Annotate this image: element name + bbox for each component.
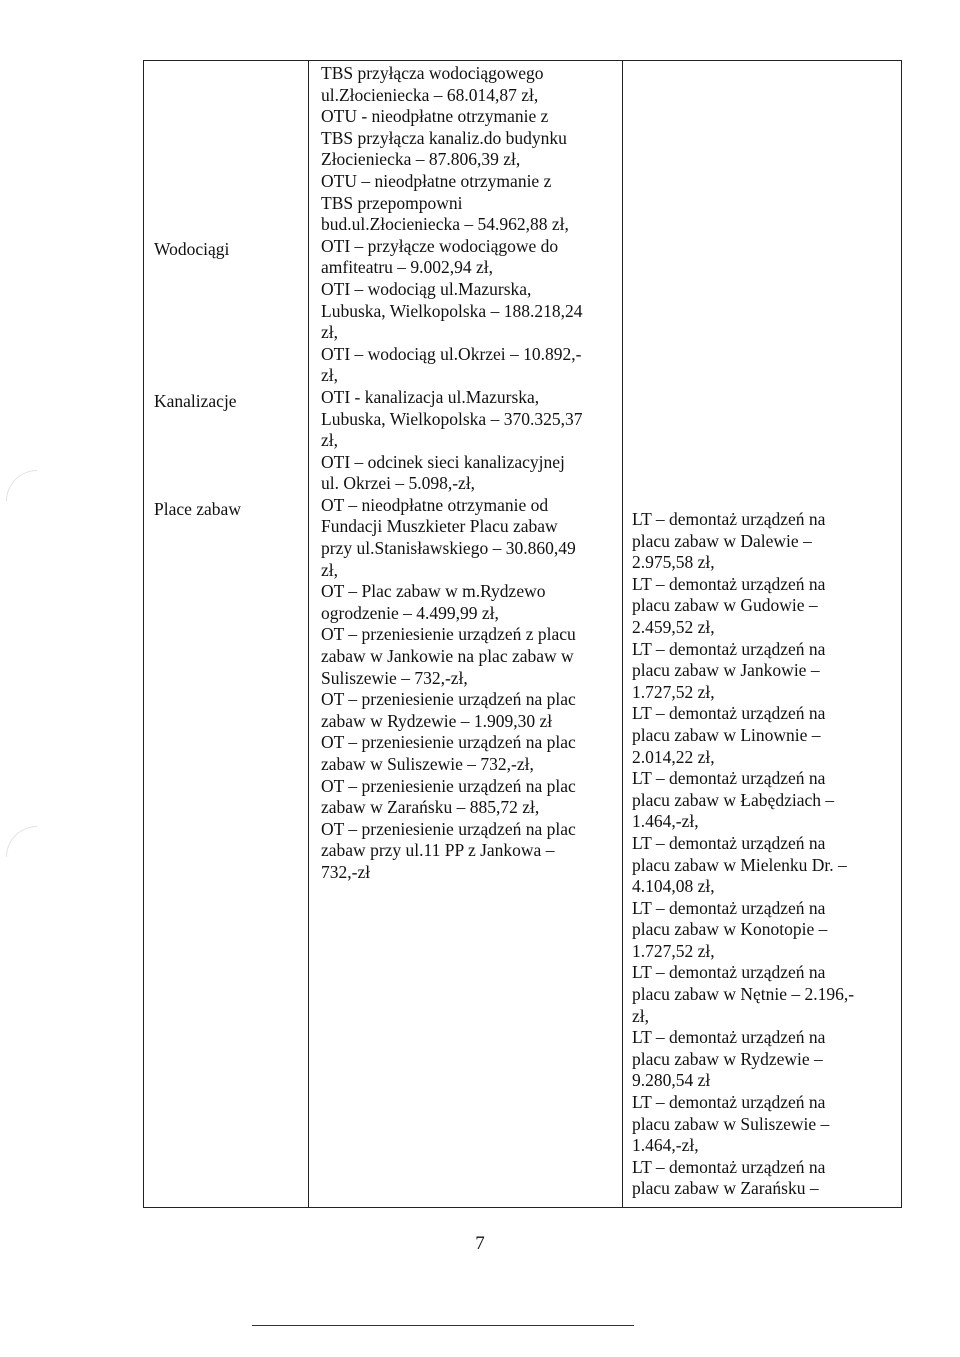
category-sewage: Kanalizacje bbox=[154, 391, 237, 411]
text-line: zł, bbox=[632, 1005, 650, 1026]
text-line: zł, bbox=[321, 430, 339, 451]
text-line: LT – demontaż urządzeń na bbox=[632, 962, 826, 983]
text-line: placu zabaw w Suliszewie – bbox=[632, 1113, 830, 1134]
category-water: Wodociągi bbox=[154, 239, 230, 259]
text-line: placu zabaw w Konotopie – bbox=[632, 919, 828, 940]
text-line: TBS przyłącza kanaliz.do budynku bbox=[321, 127, 567, 148]
text-line: Suliszewie – 732,-zł, bbox=[321, 667, 468, 688]
category-playgrounds: Place zabaw bbox=[154, 499, 241, 519]
page-number: 7 bbox=[475, 1233, 485, 1254]
text-line: zabaw w Zarańsku – 885,72 zł, bbox=[321, 797, 540, 818]
text-line: OT – Plac zabaw w m.Rydzewo bbox=[321, 581, 546, 602]
text-line: Lubuska, Wielkopolska – 370.325,37 bbox=[321, 408, 583, 429]
text-line: TBS przyłącza wodociągowego bbox=[321, 63, 544, 83]
text-line: OT – przeniesienie urządzeń na plac bbox=[321, 818, 576, 839]
text-line: placu zabaw w Nętnie – 2.196,- bbox=[632, 984, 855, 1005]
text-line: OT – przeniesienie urządzeń na plac bbox=[321, 689, 576, 710]
text-line: 1.464,-zł, bbox=[632, 811, 699, 832]
text-line: OTI – odcinek sieci kanalizacyjnej bbox=[321, 451, 565, 472]
text-line: placu zabaw w Zarańsku – bbox=[632, 1178, 819, 1199]
text-line: OT – przeniesienie urządzeń na plac bbox=[321, 775, 576, 796]
text-line: placu zabaw w Linownie – bbox=[632, 724, 821, 745]
text-line: Fundacji Muszkieter Placu zabaw bbox=[321, 516, 558, 537]
text-line: zł, bbox=[321, 365, 339, 386]
scan-artifact bbox=[6, 470, 37, 501]
text-line: Lubuska, Wielkopolska – 188.218,24 bbox=[321, 300, 583, 321]
footer-rule bbox=[252, 1325, 634, 1326]
text-line: 4.104,08 zł, bbox=[632, 876, 715, 897]
text-line: OTI – wodociąg ul.Okrzei – 10.892,- bbox=[321, 343, 582, 364]
text-line: zabaw w Jankowie na plac zabaw w bbox=[321, 646, 574, 667]
text-line: Złocieniecka – 87.806,39 zł, bbox=[321, 149, 521, 170]
text-line: zabaw w Suliszewie – 732,-zł, bbox=[321, 754, 534, 774]
text-line: OTI – wodociąg ul.Mazurska, bbox=[321, 278, 532, 299]
text-line: LT – demontaż urządzeń na bbox=[632, 832, 826, 853]
text-line: LT – demontaż urządzeń na bbox=[632, 573, 826, 594]
text-line: amfiteatru – 9.002,94 zł, bbox=[321, 257, 494, 278]
text-line: LT – demontaż urządzeń na bbox=[632, 1156, 826, 1177]
text-line: placu zabaw w Gudowie – bbox=[632, 595, 818, 616]
text-line: OTI – przyłącze wodociągowe do bbox=[321, 235, 559, 256]
text-line: OT – przeniesienie urządzeń na plac bbox=[321, 732, 576, 753]
text-line: zabaw w Rydzewie – 1.909,30 zł bbox=[321, 710, 553, 731]
text-line: OT – przeniesienie urządzeń z placu bbox=[321, 624, 576, 645]
text-line: 1.727,52 zł, bbox=[632, 681, 715, 702]
text-line: 1.464,-zł, bbox=[632, 1135, 699, 1156]
text-line: placu zabaw w Dalewie – bbox=[632, 530, 812, 551]
text-line: OT – nieodpłatne otrzymanie od bbox=[321, 494, 549, 515]
text-line: ul.Złocieniecka – 68.014,87 zł, bbox=[321, 84, 539, 105]
text-line: 2.975,58 zł, bbox=[632, 552, 715, 573]
text-line: LT – demontaż urządzeń na bbox=[632, 1027, 826, 1048]
text-line: 2.014,22 zł, bbox=[632, 746, 715, 767]
text-line: 1.727,52 zł, bbox=[632, 940, 715, 961]
text-line: zabaw przy ul.11 PP z Jankowa – bbox=[321, 840, 555, 861]
text-line: TBS przepompowni bbox=[321, 192, 463, 213]
column-divider bbox=[308, 61, 309, 1207]
text-line: placu zabaw w Rydzewie – bbox=[632, 1048, 823, 1069]
text-line: zł, bbox=[321, 322, 339, 343]
text-line: placu zabaw w Łabędziach – bbox=[632, 789, 835, 810]
text-line: 2.459,52 zł, bbox=[632, 616, 715, 637]
text-line: zł, bbox=[321, 559, 339, 580]
text-line: LT – demontaż urządzeń na bbox=[632, 703, 826, 724]
text-line: ul. Okrzei – 5.098,-zł, bbox=[321, 473, 476, 494]
column-divider bbox=[622, 61, 623, 1207]
scan-artifact bbox=[6, 826, 37, 857]
text-line: bud.ul.Złocieniecka – 54.962,88 zł, bbox=[321, 214, 569, 235]
text-line: LT – demontaż urządzeń na bbox=[632, 897, 826, 918]
text-line: 732,-zł bbox=[321, 861, 371, 882]
text-line: OTU – nieodpłatne otrzymanie z bbox=[321, 170, 552, 191]
text-line: OTU - nieodpłatne otrzymanie z bbox=[321, 106, 549, 127]
text-line: placu zabaw w Jankowie – bbox=[632, 660, 820, 681]
text-line: przy ul.Stanisławskiego – 30.860,49 bbox=[321, 538, 576, 559]
liquidations-column bbox=[632, 509, 902, 1200]
text-line: 9.280,54 zł bbox=[632, 1070, 711, 1091]
asset-table bbox=[143, 60, 902, 1208]
text-line: ogrodzenie – 4.499,99 zł, bbox=[321, 602, 499, 623]
text-line: OTI - kanalizacja ul.Mazurska, bbox=[321, 386, 540, 407]
text-line: placu zabaw w Mielenku Dr. – bbox=[632, 854, 847, 875]
text-line: LT – demontaż urządzeń na bbox=[632, 638, 826, 659]
text-line: LT – demontaż urządzeń na bbox=[632, 1092, 826, 1113]
text-line: LT – demontaż urządzeń na bbox=[632, 768, 826, 789]
operations-column bbox=[321, 63, 621, 884]
text-line: LT – demontaż urządzeń na bbox=[632, 509, 826, 529]
